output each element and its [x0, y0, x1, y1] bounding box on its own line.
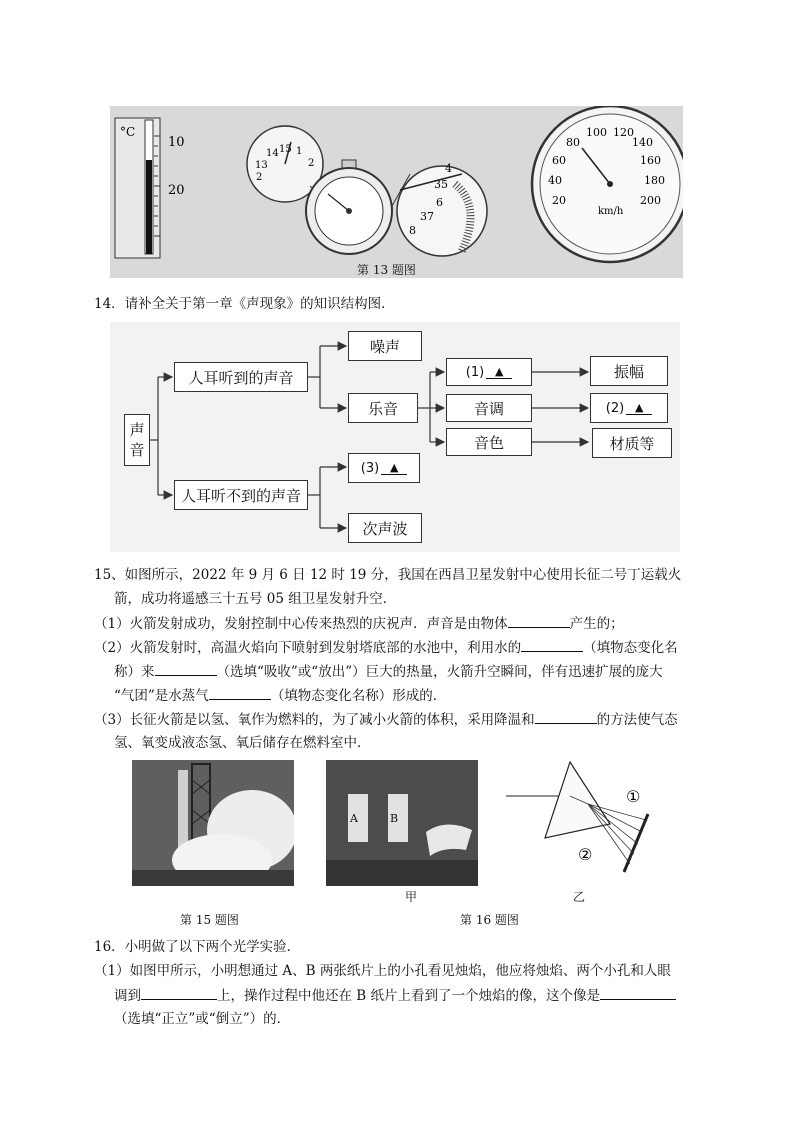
thermometer-tick: 10: [168, 135, 185, 150]
fig13-instruments: [110, 106, 683, 278]
card-label-b: B: [390, 812, 399, 825]
node-blank-3: [348, 453, 420, 483]
thermometer-tick: 20: [168, 183, 185, 198]
q16-blank-orientation[interactable]: [600, 984, 676, 1000]
q15-stem-line1: 15、如图所示，2022 年 9 月 6 日 12 时 19 分，我国在西昌卫星发射中心使用长征二号丁运载火: [94, 567, 682, 583]
blank-3-number: (3): [360, 460, 380, 476]
q16-part1-line2: [114, 984, 676, 1007]
q16-part1-line1: （1）如图甲所示，小明想通过 A、B 两张纸片上的小孔看见烛焰，他应将烛焰、两个小孔和人眼: [94, 963, 671, 979]
speed-tick: 180: [644, 174, 665, 187]
prism-figure: [500, 758, 666, 878]
node-amplitude: [590, 356, 668, 386]
fig13-caption: 第 13 题图: [357, 263, 416, 277]
label-yi: 乙: [573, 890, 586, 904]
speed-tick: 100: [586, 126, 607, 139]
q16-part1-text-c: 上，操作过程中他还在 B 纸片上看到了一个烛焰的像，这个像是: [217, 988, 601, 1004]
q15-blank-vapor-change[interactable]: [209, 684, 271, 700]
small-dial-tick: 2: [308, 158, 315, 169]
small-dial-tick: 13: [255, 160, 268, 171]
q15-blank-method[interactable]: [535, 708, 597, 724]
speed-tick: 140: [632, 136, 653, 149]
zoom-dial-tick: 35: [434, 178, 448, 191]
node-music: [348, 393, 418, 423]
node-pitch: [446, 394, 532, 422]
thermometer-unit: °C: [120, 125, 136, 139]
node-timbre-label: 音色: [473, 433, 504, 452]
blank-3-mark: ▲: [381, 461, 407, 475]
q15-blank-vibration[interactable]: [508, 612, 570, 628]
node-blank-2: [590, 393, 668, 423]
node-audible-label: 人耳听到的声音: [188, 368, 294, 387]
q15-part1-text: （1）火箭发射成功，发射控制中心传来热烈的庆祝声．声音是由物体: [94, 616, 508, 632]
knowledge-structure-diagram: [110, 322, 680, 552]
zoom-dial-tick: 37: [420, 210, 434, 223]
label-jia: 甲: [405, 890, 418, 904]
speed-tick: 60: [552, 154, 566, 167]
pinhole-photo: [326, 760, 478, 886]
q15-part1-tail: 产生的；: [569, 616, 624, 632]
node-audible: [174, 362, 308, 392]
small-dial-tick: 2: [256, 172, 263, 183]
card-label-a: A: [350, 812, 358, 825]
node-sound-label: 声 音: [129, 421, 145, 459]
q15-part3-text-b: 的方法使气态: [596, 712, 678, 728]
node-inaudible-label: 人耳听不到的声音: [180, 486, 301, 505]
fig16-caption: 第 16 题图: [460, 913, 519, 927]
q16-blank-line[interactable]: [141, 984, 217, 1000]
speed-tick: 80: [566, 136, 580, 149]
q15-part2-text-e: “气团”是水蒸气: [114, 688, 209, 704]
q15-stem-line2: 箭，成功将遥感三十五号 05 组卫星发射升空．: [114, 591, 397, 607]
q15-blank-water-change[interactable]: [521, 636, 583, 652]
node-sound: [124, 414, 150, 466]
node-amplitude-label: 振幅: [613, 362, 644, 381]
q15-part3-line2: 氢、氧变成液态氢、氧后储存在燃料室中．: [114, 735, 371, 751]
blank-2-number: (2): [605, 400, 625, 416]
speed-tick: 40: [548, 174, 562, 187]
node-material: [592, 428, 672, 458]
q15-part2-line2: [114, 660, 663, 683]
q16-part1-text-b: 调到: [114, 988, 141, 1004]
node-timbre: [446, 428, 532, 456]
q16-part1-line3: （选填“正立”或“倒立”）的．: [114, 1011, 291, 1027]
blank-1-number: (1): [465, 364, 485, 380]
zoom-dial-tick: 8: [409, 224, 416, 237]
ray-1-label: ①: [626, 787, 641, 806]
node-infrasound: [348, 513, 422, 543]
node-inaudible: [174, 480, 308, 510]
blank-1-mark: ▲: [486, 365, 512, 379]
q15-part1: [94, 612, 624, 635]
q15-part2-text-b: （填物态变化名: [583, 640, 678, 656]
q15-part2-line3: [114, 684, 446, 707]
q15-part2-text: （2）火箭发射时，高温火焰向下喷射到发射塔底部的水池中，利用水的: [94, 640, 522, 656]
rocket-photo: [132, 760, 294, 886]
node-noise: [348, 331, 422, 361]
speed-tick: 120: [613, 126, 634, 139]
node-material-label: 材质等: [609, 434, 655, 453]
q15-part3-text: （3）长征火箭是以氢、氧作为燃料的，为了减小火箭的体积，采用降温和: [94, 712, 535, 728]
fig15-caption: 第 15 题图: [180, 913, 239, 927]
fig13-photo: [110, 106, 683, 278]
speed-tick: 200: [640, 194, 661, 207]
speed-tick: 20: [552, 194, 566, 207]
small-dial-tick: 1: [296, 146, 303, 157]
small-dial-tick: 15: [279, 144, 292, 155]
speed-tick: 160: [640, 154, 661, 167]
pinhole-experiment-image: [326, 760, 478, 886]
q15-blank-absorb-release[interactable]: [155, 660, 217, 676]
node-infrasound-label: 次声波: [362, 519, 408, 538]
q15-part2-text-f: （填物态变化名称）形成的．: [270, 688, 447, 704]
q15-part2-line1: [94, 636, 678, 659]
rocket-launch-image: [132, 760, 294, 886]
q15-part3-line1: [94, 708, 678, 731]
q14-stem: 14．请补全关于第一章《声现象》的知识结构图．: [94, 296, 395, 312]
node-blank-1: [446, 358, 532, 386]
prism-dispersion-diagram: [500, 758, 666, 878]
zoom-dial-tick: 6: [436, 196, 443, 209]
blank-2-mark: ▲: [626, 401, 652, 415]
zoom-dial-tick: 4: [445, 162, 452, 175]
q16-stem: 16．小明做了以下两个光学实验．: [94, 939, 301, 955]
q15-part2-text-d: （选填“吸收”或“放出”）巨大的热量，火箭升空瞬间，伴有迅速扩展的庞大: [216, 664, 663, 680]
node-noise-label: 噪声: [369, 337, 400, 356]
speed-unit: km/h: [598, 206, 624, 217]
q15-part2-text-c: 称）来: [114, 664, 155, 680]
node-music-label: 乐音: [367, 399, 398, 418]
small-dial-tick: 14: [266, 148, 279, 159]
node-pitch-label: 音调: [473, 399, 504, 418]
ray-2-label: ②: [578, 845, 593, 864]
